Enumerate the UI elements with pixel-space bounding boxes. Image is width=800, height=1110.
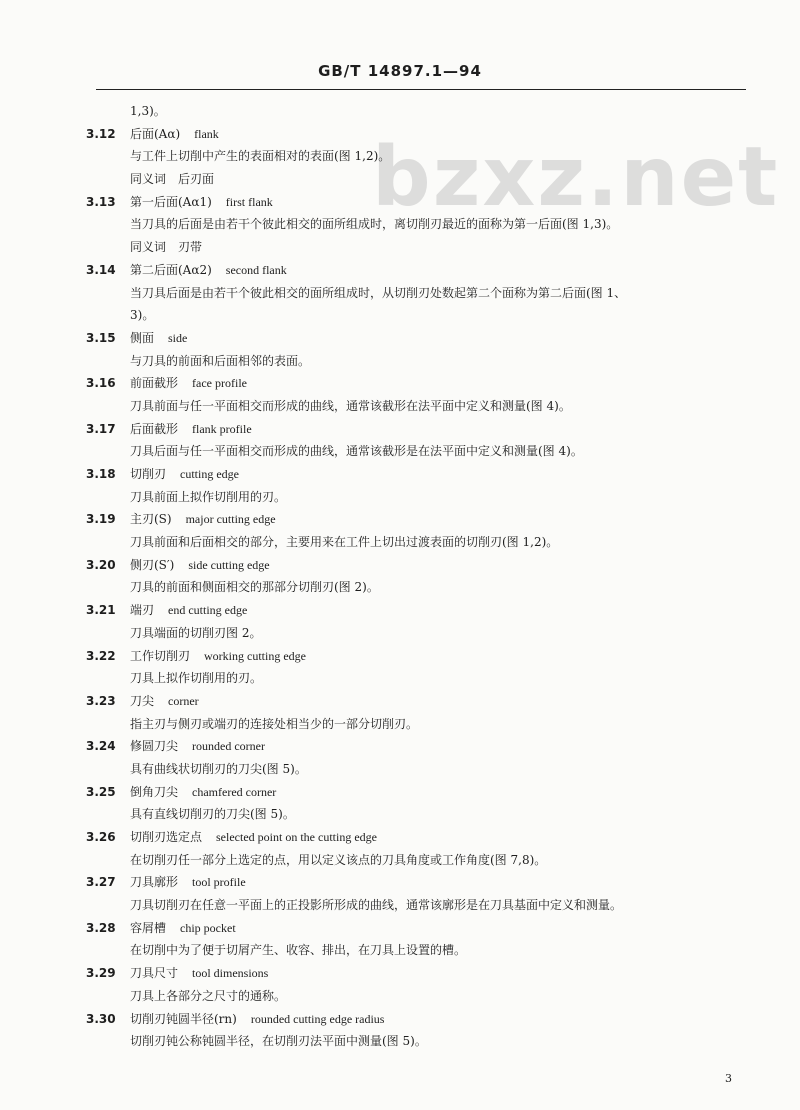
term-entry bbox=[130, 191, 273, 214]
definition-text: 指主刃与侧刃或端刃的连接处相当少的一部分切削刃。 bbox=[130, 716, 419, 731]
definition-line bbox=[86, 395, 756, 418]
term-entry bbox=[130, 418, 252, 441]
term-heading bbox=[86, 599, 756, 622]
definition-line bbox=[86, 576, 756, 599]
term-english: rounded corner bbox=[192, 739, 265, 754]
definition-text: 与刀具的前面和后面相邻的表面。 bbox=[130, 353, 311, 368]
term-entry bbox=[130, 917, 236, 940]
term-heading bbox=[86, 123, 756, 146]
term-heading bbox=[86, 191, 756, 214]
definition-line bbox=[86, 1030, 756, 1053]
clause-number: 3.28 bbox=[86, 920, 116, 935]
term-entry bbox=[130, 1008, 384, 1031]
document-body bbox=[86, 100, 756, 1053]
definition-text: 刀具后面与任一平面相交而形成的曲线，通常该截形是在法平面中定义和测量(图 4)。 bbox=[130, 444, 583, 459]
term-english: corner bbox=[168, 693, 199, 708]
term-english: major cutting edge bbox=[185, 512, 276, 527]
term-heading bbox=[86, 508, 756, 531]
definition-text: 1,3)。 bbox=[130, 104, 166, 118]
definition-text: 3)。 bbox=[130, 308, 155, 323]
definition-text: 刀具前面上拟作切削用的刃。 bbox=[130, 489, 287, 504]
term-entry bbox=[130, 259, 287, 282]
term-english: second flank bbox=[225, 262, 287, 277]
term-entry bbox=[130, 826, 377, 849]
definition-line bbox=[86, 894, 756, 917]
term-english: end cutting edge bbox=[168, 603, 248, 618]
term-entry bbox=[130, 735, 265, 758]
term-heading bbox=[86, 372, 756, 395]
term-heading bbox=[86, 917, 756, 940]
term-entry bbox=[130, 372, 247, 395]
definition-line bbox=[86, 531, 756, 554]
header-rule bbox=[96, 89, 746, 90]
term-heading bbox=[86, 418, 756, 441]
term-entry bbox=[130, 508, 276, 531]
term-chinese: 刀具廓形 bbox=[130, 875, 179, 890]
definition-text: 刀具端面的切削刃图 2。 bbox=[130, 625, 262, 640]
clause-number: 3.20 bbox=[86, 557, 116, 572]
definition-text: 当刀具的后面是由若干个彼此相交的面所组成时，离切削刃最近的面称为第一后面(图 1,3)。 bbox=[130, 217, 619, 232]
definition-line bbox=[86, 622, 756, 645]
clause-number: 3.17 bbox=[86, 421, 116, 436]
term-heading bbox=[86, 962, 756, 985]
term-entry bbox=[130, 463, 239, 486]
definition-text: 刀具上各部分之尺寸的通称。 bbox=[130, 988, 287, 1003]
term-english: cutting edge bbox=[180, 467, 239, 481]
definition-line bbox=[86, 939, 756, 962]
clause-number: 3.23 bbox=[86, 693, 116, 708]
definition-text: 具有直线切削刃的刀尖(图 5)。 bbox=[130, 807, 295, 822]
term-heading bbox=[86, 463, 756, 486]
watermark: bzxz.net bbox=[372, 130, 780, 225]
definition-line bbox=[86, 440, 756, 463]
term-english: side cutting edge bbox=[188, 557, 270, 572]
term-english: first flank bbox=[225, 194, 273, 209]
term-entry bbox=[130, 645, 306, 668]
term-chinese: 切削刃钝圆半径(rn) bbox=[130, 1011, 237, 1026]
definition-line bbox=[86, 282, 756, 305]
clause-number: 3.26 bbox=[86, 830, 116, 844]
term-english: selected point on the cutting edge bbox=[216, 830, 377, 844]
term-heading bbox=[86, 735, 756, 758]
definition-line bbox=[86, 985, 756, 1008]
definition-line bbox=[86, 350, 756, 373]
term-heading bbox=[86, 645, 756, 668]
clause-number: 3.14 bbox=[86, 262, 116, 277]
definition-line bbox=[86, 168, 756, 191]
term-chinese: 第二后面(Aα2) bbox=[130, 262, 212, 277]
clause-number: 3.16 bbox=[86, 376, 116, 391]
term-english: rounded cutting edge radius bbox=[250, 1011, 385, 1026]
clause-number: 3.25 bbox=[86, 784, 116, 799]
definition-text: 具有曲线状切削刃的刀尖(图 5)。 bbox=[130, 761, 307, 776]
term-chinese: 主刃(S) bbox=[130, 512, 172, 527]
page-header: GB/T 14897.1—94 bbox=[318, 62, 482, 80]
definition-line bbox=[86, 304, 756, 327]
definition-text: 切削刃钝公称钝圆半径，在切削刃法平面中测量(图 5)。 bbox=[130, 1034, 427, 1049]
clause-number: 3.22 bbox=[86, 648, 116, 663]
term-english: flank profile bbox=[192, 421, 252, 436]
term-chinese: 侧刃(S′) bbox=[130, 557, 175, 572]
term-chinese: 端刃 bbox=[130, 603, 155, 618]
term-chinese: 侧面 bbox=[130, 330, 155, 345]
term-english: side bbox=[168, 330, 188, 345]
term-entry bbox=[130, 554, 270, 577]
term-entry bbox=[130, 123, 219, 146]
term-english: chamfered corner bbox=[192, 784, 277, 799]
term-english: tool profile bbox=[192, 875, 246, 890]
term-chinese: 切削刃 bbox=[130, 467, 167, 481]
clause-number: 3.24 bbox=[86, 739, 116, 754]
term-entry bbox=[130, 599, 247, 622]
term-heading bbox=[86, 826, 756, 849]
definition-line bbox=[86, 100, 756, 123]
term-heading bbox=[86, 1008, 756, 1031]
clause-number: 3.19 bbox=[86, 512, 116, 527]
term-chinese: 刀具尺寸 bbox=[130, 966, 179, 981]
definition-text: 刀具上拟作切削用的刃。 bbox=[130, 671, 263, 686]
definition-line bbox=[86, 145, 756, 168]
term-entry bbox=[130, 327, 187, 350]
term-chinese: 前面截形 bbox=[130, 376, 179, 391]
term-english: chip pocket bbox=[180, 920, 236, 935]
definition-line bbox=[86, 849, 756, 872]
definition-line bbox=[86, 758, 756, 781]
term-chinese: 第一后面(Aα1) bbox=[130, 194, 212, 209]
term-heading bbox=[86, 554, 756, 577]
definition-line bbox=[86, 803, 756, 826]
definition-text: 刀具切削刃在任意一平面上的正投影所形成的曲线，通常该廓形是在刀具基面中定义和测量。 bbox=[130, 898, 623, 913]
definition-text: 刀具前面和后面相交的部分，主要用来在工件上切出过渡表面的切削刃(图 1,2)。 bbox=[130, 535, 559, 550]
definition-text: 刀具的前面和侧面相交的那部分切削刃(图 2)。 bbox=[130, 580, 379, 595]
term-heading bbox=[86, 259, 756, 282]
definition-text: 同义词 刃带 bbox=[130, 240, 203, 255]
definition-text: 与工件上切削中产生的表面相对的表面(图 1,2)。 bbox=[130, 149, 391, 164]
definition-line bbox=[86, 486, 756, 509]
term-chinese: 容屑槽 bbox=[130, 920, 167, 935]
clause-number: 3.15 bbox=[86, 330, 116, 345]
term-chinese: 倒角刀尖 bbox=[130, 784, 179, 799]
definition-line bbox=[86, 213, 756, 236]
term-heading bbox=[86, 781, 756, 804]
term-chinese: 修圆刀尖 bbox=[130, 739, 179, 754]
clause-number: 3.29 bbox=[86, 966, 116, 981]
clause-number: 3.21 bbox=[86, 603, 116, 618]
term-entry bbox=[130, 871, 246, 894]
clause-number: 3.27 bbox=[86, 875, 116, 890]
term-heading bbox=[86, 690, 756, 713]
clause-number: 3.18 bbox=[86, 467, 116, 481]
term-entry bbox=[130, 781, 276, 804]
term-english: working cutting edge bbox=[204, 648, 306, 663]
definition-text: 在切削中为了便于切屑产生、收容、排出，在刀具上设置的槽。 bbox=[130, 943, 467, 958]
term-english: tool dimensions bbox=[192, 966, 269, 981]
term-english: face profile bbox=[192, 376, 247, 391]
clause-number: 3.30 bbox=[86, 1011, 116, 1026]
term-entry bbox=[130, 962, 268, 985]
definition-line bbox=[86, 713, 756, 736]
definition-line bbox=[86, 667, 756, 690]
term-chinese: 刀尖 bbox=[130, 693, 155, 708]
term-heading bbox=[86, 871, 756, 894]
definition-text: 在切削刃任一部分上选定的点，用以定义该点的刀具角度或工作角度(图 7,8)。 bbox=[130, 852, 547, 867]
term-chinese: 后面截形 bbox=[130, 421, 179, 436]
definition-line bbox=[86, 236, 756, 259]
term-english: flank bbox=[194, 126, 219, 141]
clause-number: 3.12 bbox=[86, 126, 116, 141]
term-chinese: 工作切削刃 bbox=[130, 648, 191, 663]
term-chinese: 后面(Aα) bbox=[130, 126, 181, 141]
clause-number: 3.13 bbox=[86, 194, 116, 209]
term-chinese: 切削刃选定点 bbox=[130, 830, 203, 844]
term-entry bbox=[130, 690, 199, 713]
term-heading bbox=[86, 327, 756, 350]
page-number: 3 bbox=[725, 1072, 732, 1085]
definition-text: 刀具前面与任一平面相交而形成的曲线，通常该截形在法平面中定义和测量(图 4)。 bbox=[130, 398, 571, 413]
definition-text: 同义词 后刃面 bbox=[130, 172, 215, 187]
definition-text: 当刀具后面是由若干个彼此相交的面所组成时，从切削刃处数起第二个面称为第二后面(图 1、 bbox=[130, 285, 627, 300]
